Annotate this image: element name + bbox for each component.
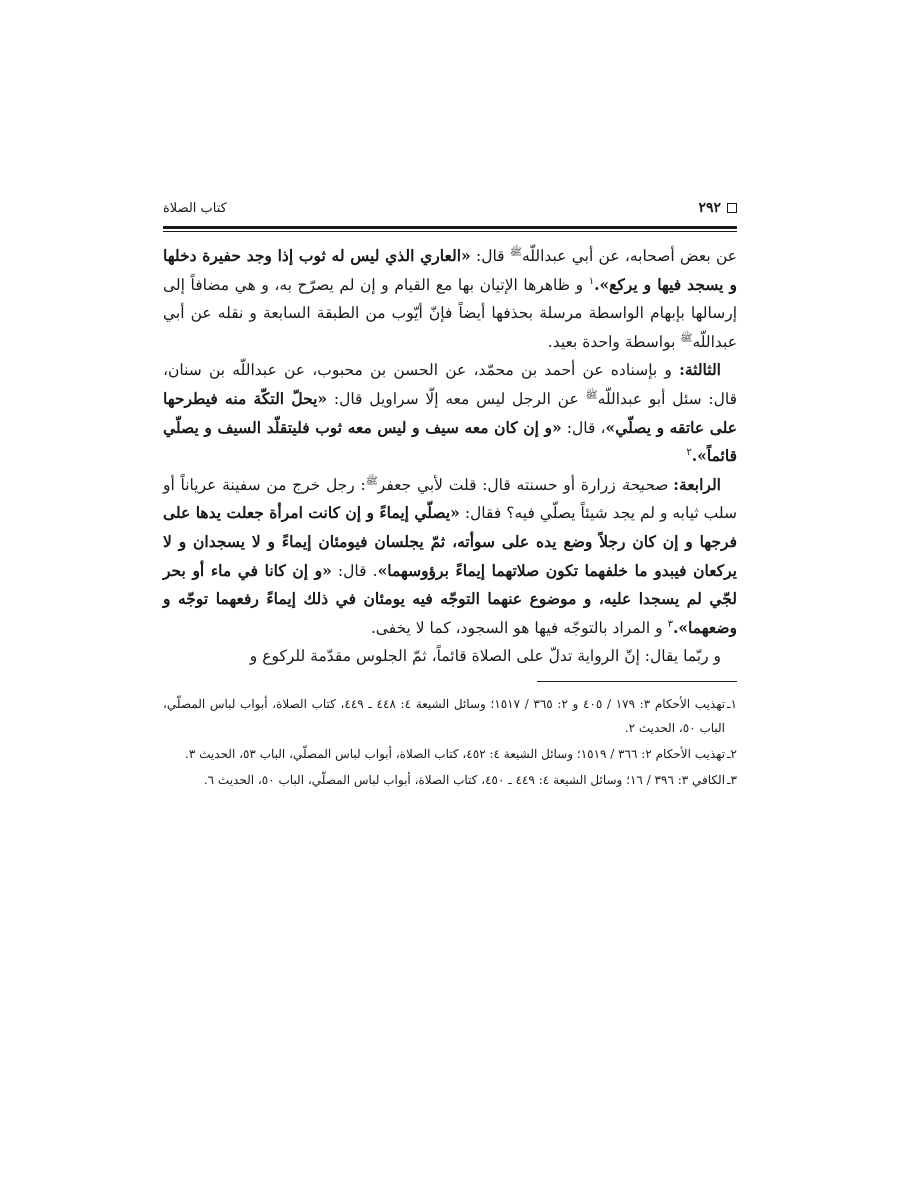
footnotes xyxy=(163,692,737,792)
page-number-group xyxy=(698,200,737,216)
header-rule xyxy=(163,226,737,232)
footnote-text: الكافي ٣: ٣٩٦ / ١٦؛ وسائل الشيعة ٤: ٤٤٩ ـ ٤٥٠، كتاب الصلاة، أبواب لباس المصلّي، الباب ٥٠، الحديث ٦. xyxy=(203,772,726,787)
footnote-1 xyxy=(163,692,737,740)
footnote-2 xyxy=(163,742,737,766)
page-number: ٢٩٢ xyxy=(698,200,721,216)
footnote-label: ٢ـ xyxy=(727,746,737,761)
paragraph-3 xyxy=(163,471,737,643)
text-span: و المراد بالتوجّه فيها هو السجود، كما لا يخفى. xyxy=(370,618,668,637)
honorific-mark: ﷺ xyxy=(509,246,522,258)
honorific-mark: ﷺ xyxy=(585,389,598,401)
footnote-label: ١ـ xyxy=(727,696,737,711)
footnote-ref-2[interactable]: ٢ xyxy=(686,447,692,458)
section-lead-third: الثالثة: xyxy=(679,360,721,380)
text-span: . قال: xyxy=(331,561,378,580)
text-span: عن بعض أصحابه، عن أبي عبداللّه xyxy=(521,247,737,265)
text-span: زرارة أو حسنته قال: قلت لأبي جعفر xyxy=(377,475,622,494)
book-title: كتاب الصلاة xyxy=(163,200,227,216)
honorific-mark: ﷺ xyxy=(365,475,378,487)
paragraph-4 xyxy=(163,642,737,671)
footnote-rule xyxy=(537,681,737,682)
text-span: : رجل خرج من سفينة عرياناً أو سلب ثيابه و لم يجد شيئاً يصلّي فيه؟ فقال: xyxy=(163,475,737,523)
body-text xyxy=(163,242,737,671)
text-span: قال: xyxy=(470,247,510,265)
text-span: ، قال: xyxy=(561,418,606,437)
paragraph-2 xyxy=(163,356,737,470)
honorific-mark: ﷺ xyxy=(680,332,693,344)
hadith-quote: «العاري الذي ليس له ثوب إذا وجد حفيرة دخلها و يسجد فيها و يركع». xyxy=(163,246,737,294)
footnote-text: تهذيب الأحكام ٣: ١٧٩ / ٤٠٥ و ٢: ٣٦٥ / ١٥١٧؛ وسائل الشيعة ٤: ٤٤٨ ـ ٤٤٩، كتاب الصلاة، أبواب لباس المصلّي، الباب ٥٠، الحديث ٢. xyxy=(163,696,726,735)
text-span: و ربّما يقال: إنّ الرواية تدلّ على الصلاة قائماً، ثمّ الجلوس مقدّمة للركوع و xyxy=(249,647,721,666)
document-page xyxy=(163,196,737,794)
hadith-quote: «يصلّي إيماءً و إن كانت امرأة جعلت يدها على فرجها و إن كان رجلاً وضع يده على سوأته، ثمّ يجلسان فيومئان إيماءً و لا يسجدان و لا يركعان فيبدو ما خلفهما تكون صلاتهما إيماءً برؤوسهما» xyxy=(163,503,737,580)
text-span: و ظاهرها الإتيان بها مع القيام و إن لم يصرّح به، و هي مضافاً إلى إرسالها بإبهام الواسطة مرسلة بحذفها أيضاً فإنّ أيّوب من الطبقة السابعة و نقله عن أبي عبداللّه xyxy=(163,275,737,351)
running-header xyxy=(163,196,737,220)
hadith-quote: «يحلّ التكّة منه فيطرحها على عاتقه و يصلّي» xyxy=(163,388,737,437)
footnote-ref-3[interactable]: ٣ xyxy=(667,618,673,630)
hadith-quote: «و إن كانا في ماء أو بحر لجّي لم يسجدا عليه، و موضوع عنهما التوجّه فيه يومئان في ذلك إيماءً رفعهما توجّه و وضعهما». xyxy=(163,560,737,637)
hadith-quote: «و إن كان معه سيف و ليس معه ثوب فليتقلّد السيف و يصلّي قائماً». xyxy=(163,417,737,466)
text-span: عن الرجل ليس معه إلّا سراويل قال: xyxy=(327,389,586,408)
footnote-3 xyxy=(163,768,737,792)
footnote-label: ٣ـ xyxy=(727,772,737,787)
footnote-ref-1[interactable]: ١ xyxy=(588,275,595,287)
text-span: بواسطة واحدة بعيد. xyxy=(547,332,681,351)
square-bullet-icon xyxy=(727,203,737,213)
paragraph-1 xyxy=(163,242,737,356)
narration-grade: صحيحة xyxy=(621,475,668,494)
footnote-text: تهذيب الأحكام ٢: ٣٦٦ / ١٥١٩؛ وسائل الشيعة ٤: ٤٥٢، كتاب الصلاة، أبواب لباس المصلّي، الباب ٥٣، الحديث ٣. xyxy=(185,746,726,761)
section-lead-fourth: الرابعة: xyxy=(673,474,721,494)
text-span: و بإسناده عن أحمد بن محمّد، عن الحسن بن محبوب، عن عبداللّه بن سنان، قال: سئل أبو عبداللّه xyxy=(163,361,738,408)
